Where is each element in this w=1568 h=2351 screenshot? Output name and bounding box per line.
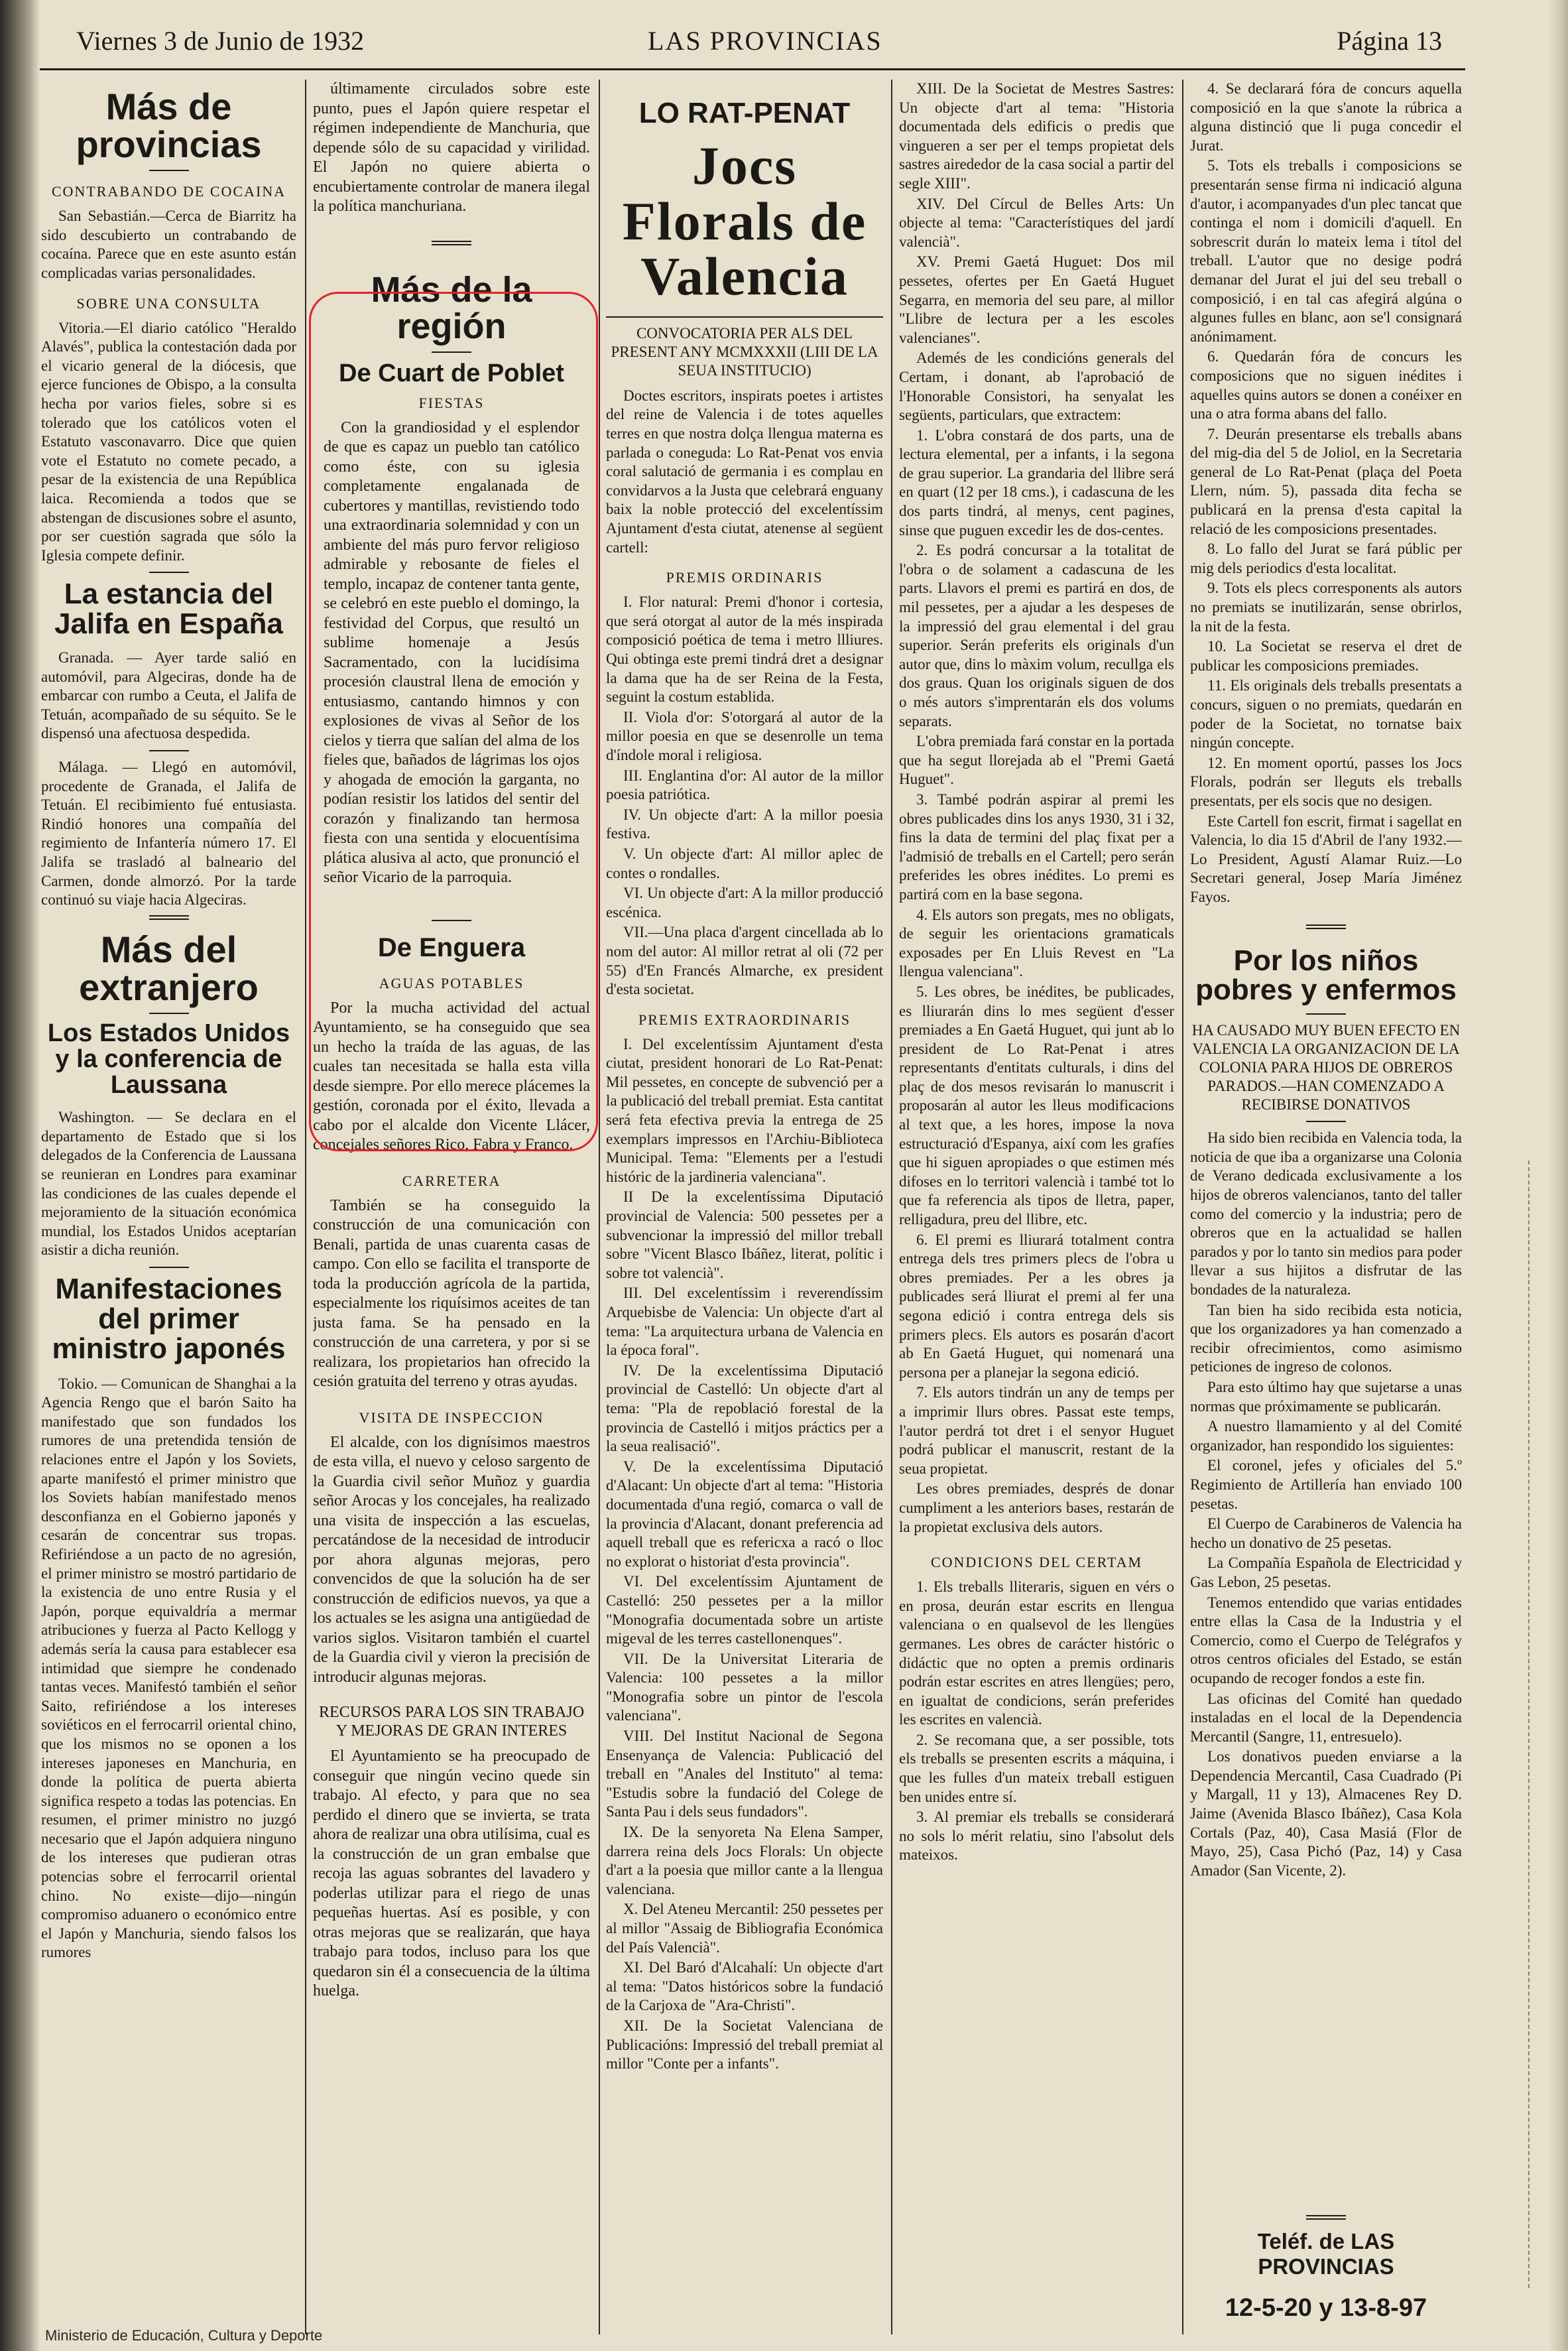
divider <box>432 241 471 245</box>
article-text: San Sebastián.—Cerca de Biarritz ha sido descubierto un contrabando de cocaína. Parece que en este asunto están complicadas varias personalidades. <box>41 208 296 281</box>
article-text: Málaga. — Llegó en automóvil, procedente de Granada, el Jalifa de Tetuán. El recibimiento fué entusiasta. Rindió honores una compañía del regimiento de Infantería número 17. El Jalifa se trasladó al balneario del Carmen, donde almorzó. Por la tarde continuó su viaje hacia Algeciras. <box>41 759 296 909</box>
article-text: La Compañía Española de Electricidad y Gas Lebon, 25 pesetas. <box>1190 1555 1462 1590</box>
column-rule <box>1182 80 1183 2334</box>
article-text: A nuestro llamamiento y al del Comité organizador, han respondido los siguientes: <box>1190 1418 1462 1454</box>
list-item: 8. Lo fallo del Jurat se fará públic per mig dels periodics d'esta localitat. <box>1190 540 1462 576</box>
masthead-page-number: Página 13 <box>1337 26 1442 56</box>
divider <box>149 915 189 920</box>
article-text: Para esto último hay que sujetarse a unas normas que próximamente se publicarán. <box>1190 1379 1462 1415</box>
divider <box>1306 924 1346 929</box>
article-text: últimamente circulados sobre este punto, pues el Japón quiere respetar el régimen independiente de Manchuria, que depende sólo de su capacidad y virilidad. El Japón no quiere abierta o encubiertamente controlar de manera ilegal la política manchuriana. <box>313 80 590 215</box>
column-rule <box>891 80 892 2334</box>
subhead-premis-extraordinaris: PREMIS EXTRAORDINARIS <box>638 1011 851 1028</box>
article-text: El Ayuntamiento se ha preocupado de conseguir que ningún vecino quede sin trabajo. Al efecto, y para que no sea perdido el dinero que se invierta, se trata ahora de realizar una obra utilísima, cual es la construcción de un gran embalse que recoja las aguas sobrantes del lavadero y poderlas utilizar para el riego de unas pequeñas huertas. Así es posible, y con otras mejoras que se realizarán, que haya trabajo para todos, incluso para los que quedaron sin él a consecuencia de la última huelga. <box>313 1747 590 2000</box>
list-item: 11. Els originals dels treballs presentats a concurs, siguen o no premiats, quedarán en poder de la Societat, no tornatse baix ningún concepte. <box>1190 677 1462 751</box>
subhead-colonia: HA CAUSADO MUY BUEN EFECTO EN VALENCIA LA ORGANIZACION DE LA COLONIA PARA HIJOS DE OBREROS PARADOS.—HAN COMENZADO A RECIBIRSE DONATIVOS <box>1191 1022 1461 1113</box>
list-item: III. Del excelentíssim i reverendíssim Arquebisbe de Valencia: Un objecte d'art al tema: "La arquitectura urbana de Valencia en la época foral". <box>606 1285 883 1359</box>
subhead-carretera: CARRETERA <box>402 1172 501 1189</box>
list-item: XIV. Del Círcul de Belles Arts: Un objecte al tema: "Característiques del jardí valencià". <box>899 195 1174 250</box>
article-text: Granada. — Ayer tarde salió en automóvil, para Algeciras, donde ha de embarcar con rumbo a Ceuta, el Jalifa de Tetuán, acompañado de su séquito. Se le dispensó una afectuosa despedida. <box>41 649 296 742</box>
list-item: Este Cartell fon escrit, firmat i sagellat en Valencia, lo dia 15 d'Abril de l'any 1932.—Lo President, Agustí Alamar Ruiz.—Lo Secretari general, Josep María Jiménez Fayos. <box>1190 812 1462 905</box>
article-text: Los donativos pueden enviarse a la Dependencia Mercantil, Casa Cuadrado (Pi y Margall, 11 y 13), Almacenes Rey D. Jaime (Avenida Blasco Ibáñez), Casa Kola Cortals (Paz, 40), Casa Masiá (Flor de Mayo, 25), Casa Pichó (Paz, 14) y Casa Amador (San Vicente, 2). <box>1190 1748 1462 1879</box>
article-text: Ha sido bien recibida en Valencia toda, la noticia de que iba a organizarse una Colonia de Verano dedicada exclusivamente a los hijos de obreros valencianos, tanto del taller como del comercio y la industria; pero de obreros que en la actualidad se hallen parados y por lo tanto sin medios para poder llevar a sus hijitos a disfrutar de las bondades de la naturaleza. <box>1190 1129 1462 1299</box>
subhead-recursos: RECURSOS PARA LOS SIN TRABAJO Y MEJORAS DE GRAN INTERES <box>318 1704 585 1740</box>
column-5 <box>1190 80 1462 2334</box>
list-item: VI. Un objecte d'art: A la millor producció escénica. <box>606 885 883 921</box>
article-text: El coronel, jefes y oficiales del 5.º Regimiento de Artillería han enviado 100 pesetas. <box>1190 1457 1462 1512</box>
article-text: Por la mucha actividad del actual Ayuntamiento, se ha conseguido que sea un hecho la traída de las aguas, de las cuales tan necesitada se halla esta villa desde siempre. Por ello merece plácemes la gestión, coronada por el éxito, llevada a cabo por el alcalde don Vicente Llácer, concejales señores Rico, Fabra y Franco. <box>313 999 590 1154</box>
list-item: V. De la excelentíssima Diputació d'Alacant: Un objecte d'art al tema: "Historia documentada d'una regió, comarca o vall de la provincia d'Alacant, donant preferencia ad aquell treball que es refericxa a racó o lloc no explorat o historiat d'esta provincia". <box>606 1458 883 1570</box>
list-item: VIII. Del Institut Nacional de Segona Ensenyança de Valencia: Publicació del treball en "Anales del Instituto" al tema: "Estudis sobre la fundació del Colege de Santa Pau i dels seus fundadors". <box>606 1728 883 1820</box>
list-item: X. Del Ateneu Mercantil: 250 pessetes per al millor "Assaig de Bibliografia Económica del País Valencià". <box>606 1901 883 1956</box>
article-text: Tokio. — Comunican de Shanghai a la Agencia Rengo que el barón Saito ha manifestado que son fundados los rumores de una pretendida tensión de relaciones entre el Japón y los Soviets, aparte manifestó el primer ministro que los Soviets habían manifestado menos desconfianza en el Gobierno japonés y cesarán de concentrar sus tropas. Refiriéndose a un pacto de no agresión, el primer ministro se mostró partidario de la existencia de uno entre Rusia y el Japón, porque equivaldría a mermar atribuciones y fuerza al Pacto Kellogg y además sería la causa para establecer esa intimidad que siempre he condenado tantas veces. Manifestó también el señor Saito, refiriéndose a los intereses soviéticos en el ferrocarril oriental chino, que los mismos no se oponen a los intereses japoneses en Manchuria, en donde la política de puerta abierta significa respeto a todas las potencias. En resumen, el primer ministro no juzgó necesario que el Japón adquiera ninguno de los intereses que pudieran otras potencias sobre el ferrocarril oriental chino. No existe—dijo—ningún compromiso aduanero o económico entre el Japón y Manchuria, siendo falsos los rumores <box>41 1375 296 1961</box>
list-item: XII. De la Societat Valenciana de Publicacións: Impressió del treball premiat al millor "Conte per a infants". <box>606 2017 883 2072</box>
list-item: III. Englantina d'or: Al autor de la millor poesia patriótica. <box>606 767 883 803</box>
masthead-paper: LAS PROVINCIAS <box>648 26 882 56</box>
ministry-watermark: Ministerio de Educación, Cultura y Deporte <box>45 2327 323 2344</box>
article-text: Washington. — Se declara en el departamento de Estado que si los delegados de la Conferencia de Laussana se reunieran en Londres para examinar las condiciones de las cuales depende el mejoramiento de la situación económica mundial, los Estados Unidos aceptarían asistir a dicha reunión. <box>41 1109 296 1259</box>
article-text: Las oficinas del Comité han quedado instaladas en el local de la Dependencia Mercantil (Sangre, 11, entresuelo). <box>1190 1690 1462 1745</box>
list-item: VI. Del excelentíssim Ajuntament de Castelló: 250 pessetes per a la millor "Monografia documentada sobre un artiste migeval de les terres castellonenques". <box>606 1573 883 1647</box>
column-1 <box>41 80 296 2334</box>
divider <box>1306 1121 1346 1122</box>
phone-box <box>1190 2215 1462 2322</box>
subhead-condicions: CONDICIONS DEL CERTAM <box>930 1554 1143 1571</box>
subhead-premis-ordinaris: PREMIS ORDINARIS <box>666 569 823 586</box>
headline-cuart-de-poblet: De Cuart de Poblet <box>339 359 564 387</box>
article-text: Con la grandiosidad y el esplendor de que es capaz un pueblo tan católico como éste, con su iglesia completamente engalanada de cubertores y mantillas, revistiendo todo una extraordinaria solemnidad y con un ambiente del más puro fervor religioso admirable y rebosante de fieles el templo, incapaz de contener tanta gente, se celebró en este pueblo el domingo, la festividad del Corpus, que resultó un sublime homenaje a Jesús Sacramentado, con la lucidísima procesión claustral llena de emoción y entusiasmo, cantando himnos y con explosiones de vivas al Señor de los cielos y tierra que salían del alma de los fieles que, bañados de lágrimas los ojos y ahogada de emoción la garganta, no podían resistir los latidos del sentir del corazón y finalizando tan hermosa fiesta con una sentida y elocuentísima plática alusiva al acto, que pronunció el señor Vicario de la parroquia. <box>324 418 579 887</box>
list-item: 3. Al premiar els treballs se considerará no sols lo mérit relatiu, sino l'absolut dels mateixos. <box>899 1809 1174 1864</box>
article-text: El alcalde, con los dignísimos maestros de esta villa, el nuevo y celoso sargento de la Guardia civil señor Muñoz y guardia señor Arocas y los concejales, ha realizado una visita de inspección a las escuelas, percatándose de la necesidad de introducir por ahora algunas mejoras, pero convencidos de que la solución ha de ser construcción de edificios nuevos, ya que a los actuales se les asigna una antigüedad de varios siglos. Visitaron también el cuartel de la Guardia civil y vieron la precisión de introducir algunas mejoras. <box>313 1433 590 1686</box>
divider <box>149 572 189 573</box>
subhead-consulta: SOBRE UNA CONSULTA <box>76 294 261 312</box>
subhead-contrabando: CONTRABANDO DE COCAINA <box>51 183 286 200</box>
list-item: 4. Se declarará fóra de concurs aquella composició en la que s'anote la rúbrica a alguna distinció que li puga concedir el Jurat. <box>1190 80 1462 154</box>
headline-ninos-pobres: Por los niños pobres y enfermos <box>1195 944 1457 1007</box>
divider <box>149 1267 189 1268</box>
divider <box>149 170 189 171</box>
list-item: 1. L'obra constará de dos parts, una de lectura elemental, per a infants, i la segona de grau superior. La grandaria del llibre será en quart (12 per 18 cms.), i cadascuna de les dos parts tindrá, al menys, cent pagines, sinse que puguen excedir les de dos-centes. <box>899 426 1174 539</box>
convocatoria: CONVOCATORIA PER ALS DEL PRESENT ANY MCMXXXII (LIII DE LA SEUA INSTITUCIO) <box>611 324 878 379</box>
article-text: Tenemos entendido que varias entidades entre ellas la Casa de la Industria y el Comercio, como el Cuerpo de Telégrafos y otros centros oficiales del Estado, se están ocupando de recoger fondos a este fin. <box>1190 1594 1462 1686</box>
article-text: Vitoria.—El diario católico "Heraldo Alavés", publica la contestación dada por el vicario general de la diócesis, que ejerce funciones de Obispo, a la consulta hecha por varios fieles, sobre si es tolerado que los católicos voten el Estatuto vasconavarro. Dice que quien vote el Estatuto no comete pecado, a pesar de la existencia de una República laica. Recomienda a todos que se abstengan de discusiones sobre el asunto, por ser cuestión sagrada que sólo la Iglesia compete definir. <box>41 319 296 564</box>
article-text: Tan bien ha sido recibida esta noticia, que los organizadores ya han comenzado a recibir ofrecimientos, como asimismo peticiones de ingreso de colonos. <box>1190 1301 1462 1375</box>
list-item: IV. De la excelentíssima Diputació provincial de Castelló: Un objecte d'art al tema: "Pla de repoblació forestal de la provincia de Castelló i mitjos práctics per a la seua realisació". <box>606 1362 883 1455</box>
list-item: 6. El premi es lliurará totalment contra entrega dels tres primers plecs de l'obra u obres premiades. Per a les obres ja publicades será lliurat el premi al fer una segona edició i contra entrega dels sis primers plecs. Els autors es posarán d'acort ab En Gaetá Huguet, qui nomenará una persona per a planejar la segona edició. <box>899 1231 1174 1381</box>
list-item: XV. Premi Gaetá Huguet: Dos mil pessetes, ofertes per En Gaetá Huguet Segarra, en memoria del seu pare, al millor "Llibre de lectura per a les escoles valencianes". <box>899 253 1174 346</box>
masthead-date: Viernes 3 de Junio de 1932 <box>76 26 365 56</box>
binding-gutter <box>0 0 40 2351</box>
list-item: II De la excelentíssima Diputació provincial de Valencia: 500 pessetes per a subvencionar la impressió del millor treball sobre "Vicent Blasco Ibáñez, literat, polític i sobre tot valencià". <box>606 1188 883 1281</box>
list-item: 7. Els autors tindrán un any de temps per a imprimir llurs obres. Passat este temps, l'autor perdrá tot dret i el senyor Huguet podrá publicar el manuscrit, restant de la seua propietat. <box>899 1384 1174 1477</box>
list-item: 7. Deurán presentarse els treballs abans del mig-dia del 5 de Joliol, en la Secretaria general de Lo Rat-Penat (plaça del Poeta Llern, núm. 5), passada dita fecha se publicará en la prensa d'esta capital la relació de les composicions presentades. <box>1190 425 1462 537</box>
list-item: 5. Tots els treballs i composicions se presentarán sense firma ni indicació alguna d'autor, i acompanyades d'un plec tancat que continga el nom i domicili d'aquell. En sobrescrit durán lo mateix lema i títol del treball. L'autor que no desige podrá demanar del Jurat el jui del seu treball o composició, i en tal cas afegirá algúna o algunes fulles en blanc, aon se'l consignará anónimament. <box>1190 157 1462 345</box>
list-item: 5. Les obres, be inédites, be publicades, es lliurarán dins lo mes següent d'esser premiades a En Gaetá Huguet, qui junt ab lo president de Lo Rat-Penat i atres representants d'entitats culturals, i dins del plaç de dos mesos revisarán lo manuscrit i proposarán al autor les lleus modificacions al text que, a les hores, impose la nova estructuració d'Espanya, així com les grafíes que hi siguen apropiades o que estimen més difoses en lo territori valencià i també tot lo que fa referencia als tipos de lletra, paper, relligadura, preu del llibre, etc. <box>899 983 1174 1228</box>
list-item: VII. De la Universitat Literaria de Valencia: 100 pessetes a la millor "Monografia sobre un pintor de l'escola valenciana". <box>606 1650 883 1724</box>
list-item: VII.—Una placa d'argent cincellada ab lo nom del autor: Al millor retrat al oli (72 per 55) d'En Francés Almarche, ex president d'esta societat. <box>606 924 883 998</box>
page-edge <box>1548 0 1568 2351</box>
list-item: L'obra premiada fará constar en la portada que ha segut llorejada ab el "Premi Gaetá Huguet". <box>899 733 1174 788</box>
divider <box>149 1013 189 1014</box>
list-item: V. Un objecte d'art: Al millor aplec de contes o rondalles. <box>606 845 883 881</box>
list-item: 2. Se recomana que, a ser possible, tots els treballs se presenten escrits a máquina, i que les fulles d'un mateix treball estiguen ben unides entre sí. <box>899 1731 1174 1805</box>
column-rule <box>599 80 600 2334</box>
list-item: II. Viola d'or: S'otorgará al autor de la millor poesia en que se desenrolle un tema d'índole moral i religiosa. <box>606 708 883 763</box>
list-item: 9. Tots els plecs corresponents als autors no premiats se inutilizarán, sense obrirlos, la nit de la festa. <box>1190 580 1462 635</box>
headline-jalifa: La estancia del Jalifa en España <box>54 578 283 641</box>
list-item: 6. Quedarán fóra de concurs les composicions que no siguen inédites i aquelles quins autors se donen a conéixer en una o atra forma abans del fallo. <box>1190 348 1462 422</box>
masthead-rule <box>40 68 1465 70</box>
list-item: Ademés de les condicións generals del Certam, i donant, ab l'aprobació de l'Honorable Consistori, ha senyalat les següents, particulars, que extractem: <box>899 349 1174 424</box>
column-4 <box>899 80 1174 2334</box>
subhead-inspeccion: VISITA DE INSPECCION <box>359 1409 544 1426</box>
list-item: 3. També podrán aspirar al premi les obres publicades dins los anys 1930, 31 i 32, fins la data de termini del plaç fixat per a l'admisió de treballs en el Cartell; pero serán preferides les obres inédites. Lo premi es partirá com en la base segona. <box>899 791 1174 903</box>
list-item: 1. Els treballs lliteraris, siguen en vérs o en prosa, deurán estar escrits en llengua valenciana o en qualsevol de les llengües germanes. Les obres de carácter históric o didáctic que no opten a premis ordinaris podrán estar escrites en atres llengües; pero, en igualtat de condicions, serán preferides les escrites en valencià. <box>899 1578 1174 1728</box>
headline-mas-de-provincias: Más de provincias <box>76 86 262 166</box>
list-item: 4. Els autors son pregats, mes no obligats, de seguir les orientacions gramaticals exposades per En Lluis Revest en "La llengua valenciana". <box>899 906 1174 980</box>
masthead <box>76 25 1442 58</box>
list-item: 12. En moment oportú, passes los Jocs Florals, podrán ser lleguts els treballs presentats, per els socis que no desigen. <box>1190 754 1462 809</box>
list-item: I. Del excelentíssim Ajuntament d'esta ciutat, president honorari de Lo Rat-Penat: Mil pessetes, en concepte de subvenció per a la publicació del treball premiat. Esta cantitat será feta efectiva previa la entrega de 25 exemplars impressos en l'Archiu-Biblioteca Municipal. Tema: "Elements per a l'estudi históric de la jardineria valenciana". <box>606 1035 883 1185</box>
article-text: Doctes escritors, inspirats poetes i artistes del reine de Valencia i de totes aquelles terres en que nostra dolça llengua materna es parlada o coneguda: Lo Rat-Penat vos envia coral salutació de germania i es complau en convidarvos a la Justa que celebrará enguany baix la noble protecció del excelentíssim Ajuntament d'esta ciutat, atenense al següent cartell: <box>606 387 883 556</box>
list-item: I. Flor natural: Premi d'honor i cortesia, que será otorgat al autor de la més inspirada composició poética de tema i metro llliures. Qui obtinga este premi tindrá dret a designar la dama que ha de ser Reina de la Festa, seguint la costum establida. <box>606 594 883 706</box>
article-text: El Cuerpo de Carabineros de Valencia ha hecho un donativo de 25 pesetas. <box>1190 1515 1462 1551</box>
edge-ruler <box>1528 1161 1541 2288</box>
highlight-annotation <box>309 292 598 1151</box>
list-item: 2. Es podrá concursar a la totalitat de l'obra o de solament a cadascuna de les parts. Llavors el premi es partirá en dos, de mil pessetes, per a ajudar a les despeses de la impressió del grau elemental i del grau superior. Serán preferits els originals d'un autor que, dins lo màxim volum, recullga els dos graus. Quan los originals siguen de dos o més autors s'imprentarán els dos volums separats. <box>899 542 1174 730</box>
phone-label: Teléf. de LAS PROVINCIAS <box>1257 2229 1395 2279</box>
list-item: 10. La Societat se reserva el dret de publicar les composicions premiades. <box>1190 638 1462 674</box>
kicker-rat-penat: LO RAT-PENAT <box>638 97 851 129</box>
headline-enguera: De Enguera <box>377 932 526 962</box>
headline-mas-de-la-region: Más de la región <box>371 269 532 346</box>
list-item: XI. Del Baró d'Alcahalí: Un objecte d'art al tema: "Datos históricos sobre la fundació de la Carjoxa de "Ara-Christi". <box>606 1959 883 2014</box>
article-text: También se ha conseguido la construcción de una comunicación con Benali, partida de unas cuarenta casas de campo. Con ello se facilita el transporte de toda la producción agrícola de la partida, especialmente los riquísimos aceites de tan justa fama. Se ha pensado en la construcción de una carretera, y por si se realizara, los propietarios han ofrecido la cesión gratuita del terreno y otras ayudas. <box>313 1196 590 1391</box>
list-item: IV. Un objecte d'art: A la millor poesia festiva. <box>606 806 883 842</box>
divider <box>1306 1013 1346 1015</box>
list-item: Les obres premiades, després de donar cumpliment a les anteriors bases, restarán de la propietat exclusiva dels autors. <box>899 1480 1174 1535</box>
headline-mas-del-extranjero: Más del extranjero <box>79 928 259 1008</box>
list-item: XIII. De la Societat de Mestres Sastres: Un objecte d'art al tema: "Historia documentada dels edificis o predis que vingueren a ser per el temps propietat dels sastres airededor de la casa social a partir del segle XIII". <box>899 80 1174 192</box>
phone-numbers: 12-5-20 y 13-8-97 <box>1225 2294 1427 2322</box>
headline-ministro-japones: Manifestaciones del primer ministro japonés <box>52 1273 286 1365</box>
divider <box>1306 2215 1346 2220</box>
column-rule <box>305 80 306 2334</box>
headline-estados-unidos: Los Estados Unidos y la conferencia de Laussana <box>47 1019 290 1099</box>
column-3 <box>606 80 883 2334</box>
headline-jocs-florals: Jocs Florals de Valencia <box>622 135 867 307</box>
subhead-fiestas: FIESTAS <box>418 394 485 411</box>
divider <box>149 750 189 751</box>
list-item: IX. De la senyoreta Na Elena Samper, darrera reina dels Jocs Florals: Un objecte d'art a la poesia que millor cante a la llengua valenciana. <box>606 1824 883 1897</box>
subhead-aguas: AGUAS POTABLES <box>379 974 524 991</box>
